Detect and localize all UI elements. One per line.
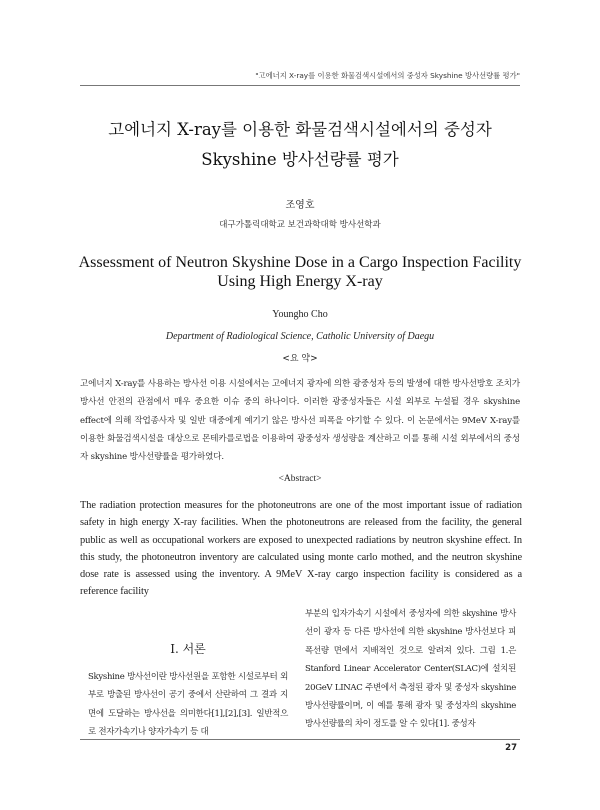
footer-rule [80, 739, 520, 740]
left-column-text: Skyshine 방사선이란 방사선원을 포함한 시설로부터 외부로 방출된 방사선이 공기 중에서 산란하여 그 결과 지면에 도달하는 방사선을 의미한다[1],[2],[3]. 일반적으로 전자가속기나 양자가속기 등 대 [88, 672, 288, 738]
english-abstract: The radiation protection measures for the photoneutrons are one of the most important issue of radiation safety in high energy X-ray facilities. When the photoneutrons are released from the facility, the general public as well as occupational workers are exposed to unexpected radiations by neutron skyshine effect. In this study, the photoneutron inventory are calculated using monte carlo mothed, and the neutron skyshine dose rate is assessed using the inventory. A 9MeV X-ray cargo inspection facility is considered as a reference facility [80, 500, 522, 598]
korean-title-line-2: Skyshine 방사선량률 평가 [201, 150, 399, 169]
header-rule [80, 85, 520, 86]
english-title-line-1: Assessment of Neutron Skyshine Dose in a Cargo Inspection Facility [78, 254, 522, 271]
right-column-text: 부분의 입자가속기 시설에서 중성자에 의한 skyshine 방사선이 광자 등 다른 방사선에 의한 skyshine 방사선보다 피폭선량 면에서 지배적인 것으로 알려져 있다. 그림 1.은 Stanford Linear Accelerator Center(SLAC)에 설치된 20GeV LINAC 주변에서 측정된 광자 및 중성자 skyshine 방사선량률이며, 이 예를 통해 광자 및 중성자의 skyshine 방사선량률의 차이 정도를 알 수 있다[1]. 중성자 [305, 609, 516, 730]
english-affiliation: Department of Radiological Science, Catholic University of Daegu [165, 331, 435, 342]
section-heading-introduction: I. 서론 [170, 642, 206, 656]
korean-title [60, 115, 540, 175]
english-title [40, 253, 560, 291]
english-title-line-2: Using High Energy X-ray [217, 273, 383, 290]
english-abstract-heading: <Abstract> [278, 474, 322, 484]
korean-abstract: 고에너지 X-ray를 사용하는 방사선 이용 시설에서는 고에너지 광자에 의한 광중성자 등의 발생에 대한 방사선방호 조치가 방사선 안전의 관점에서 매우 중요한 이슈 중의 하나이다. 이러한 광중성자들은 시설 외부로 누설될 경우 skyshine effect에 의해 작업종사자 및 일반 대중에게 예기기 않은 방사선 피폭을 야기할 수 있다. 이 논문에서는 9MeV X-ray를 이용한 화물검색시설을 대상으로 몬테카를로법을 이용하여 광중성자 생성량을 계산하고 이를 통해 시설 외부에서의 중성자 skyshine 방사선량률을 평가하였다. [80, 379, 520, 463]
korean-affiliation: 대구가톨릭대학교 보건과학대학 방사선학과 [219, 220, 381, 230]
running-header: "고에너지 X-ray를 이용한 화물검색시설에서의 중성자 Skyshine 방사선량률 평가" [255, 71, 520, 80]
english-author: Youngho Cho [272, 309, 328, 320]
korean-author: 조영호 [285, 200, 315, 211]
page-number: 27 [505, 743, 517, 753]
korean-abstract-heading: <요 약> [282, 354, 318, 364]
korean-title-line-1: 고에너지 X-ray를 이용한 화물검색시설에서의 중성자 [108, 120, 492, 139]
